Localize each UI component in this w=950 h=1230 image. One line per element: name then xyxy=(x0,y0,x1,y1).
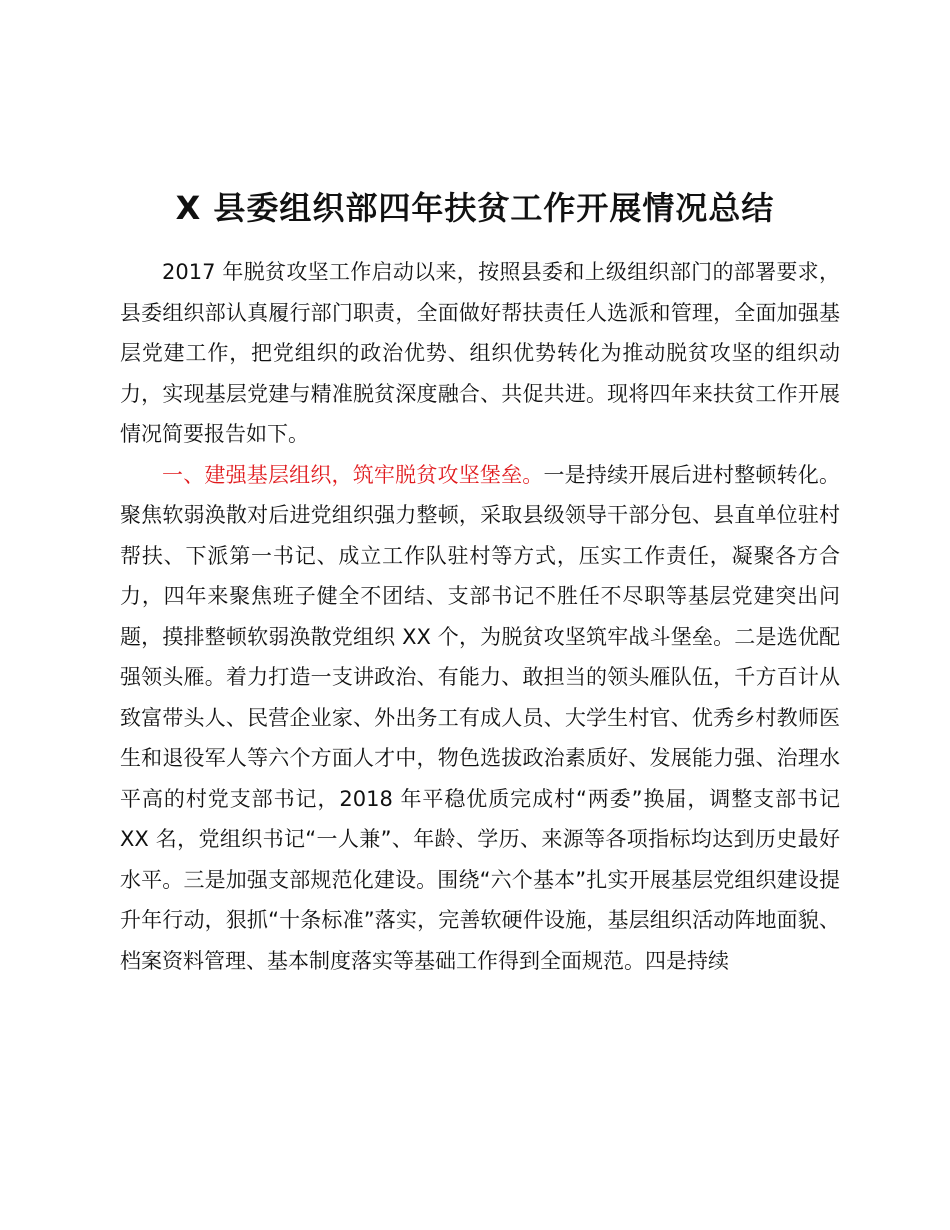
section-one-heading: 一、建强基层组织，筑牢脱贫攻坚堡垒。 xyxy=(162,462,544,487)
intro-paragraph-text: 2017 年脱贫攻坚工作启动以来，按照县委和上级组织部门的部署要求，县委组织部认真履行部门职责，全面做好帮扶责任人选派和管理，全面加强基层党建工作，把党组织的政治优势、组织优势转化为推动脱贫攻坚的组织动力，实现基层党建与精准脱贫深度融合、共促共进。现将四年来扶贫工作开展情况简要报告如下。 xyxy=(120,260,840,446)
intro-paragraph xyxy=(120,252,840,455)
document-title: X 县委组织部四年扶贫工作开展情况总结 xyxy=(175,189,775,227)
section-one-paragraph xyxy=(120,455,840,982)
document-body xyxy=(120,252,840,981)
section-one-text: 一是持续开展后进村整顿转化。聚焦软弱涣散对后进党组织强力整顿，采取县级领导干部分包、县直单位驻村帮扶、下派第一书记、成立工作队驻村等方式，压实工作责任，凝聚各方合力，四年来聚焦班子健全不团结、支部书记不胜任不尽职等基层党建突出问题，摸排整顿软弱涣散党组织 XX 个，为脱贫攻坚筑牢战斗堡垒。二是选优配强领头雁。着力打造一支讲政治、有能力、敢担当的领头雁队伍，千方百计从致富带头人、民营企业家、外出务工有成人员、大学生村官、优秀乡村教师医生和退役军人等六个方面人才中，物色选拔政治素质好、发展能力强、治理水平高的村党支部书记，2018 年平稳优质完成村“两委”换届，调整支部书记 XX 名，党组织书记“一人兼”、年龄、学历、来源等各项指标均达到历史最好水平。三是加强支部规范化建设。围绕“六个基本”扎实开展基层党组织建设提升年行动，狠抓“十条标准”落实，完善软硬件设施，基层组织活动阵地面貌、档案资料管理、基本制度落实等基础工作得到全面规范。四是持续 xyxy=(120,462,840,973)
